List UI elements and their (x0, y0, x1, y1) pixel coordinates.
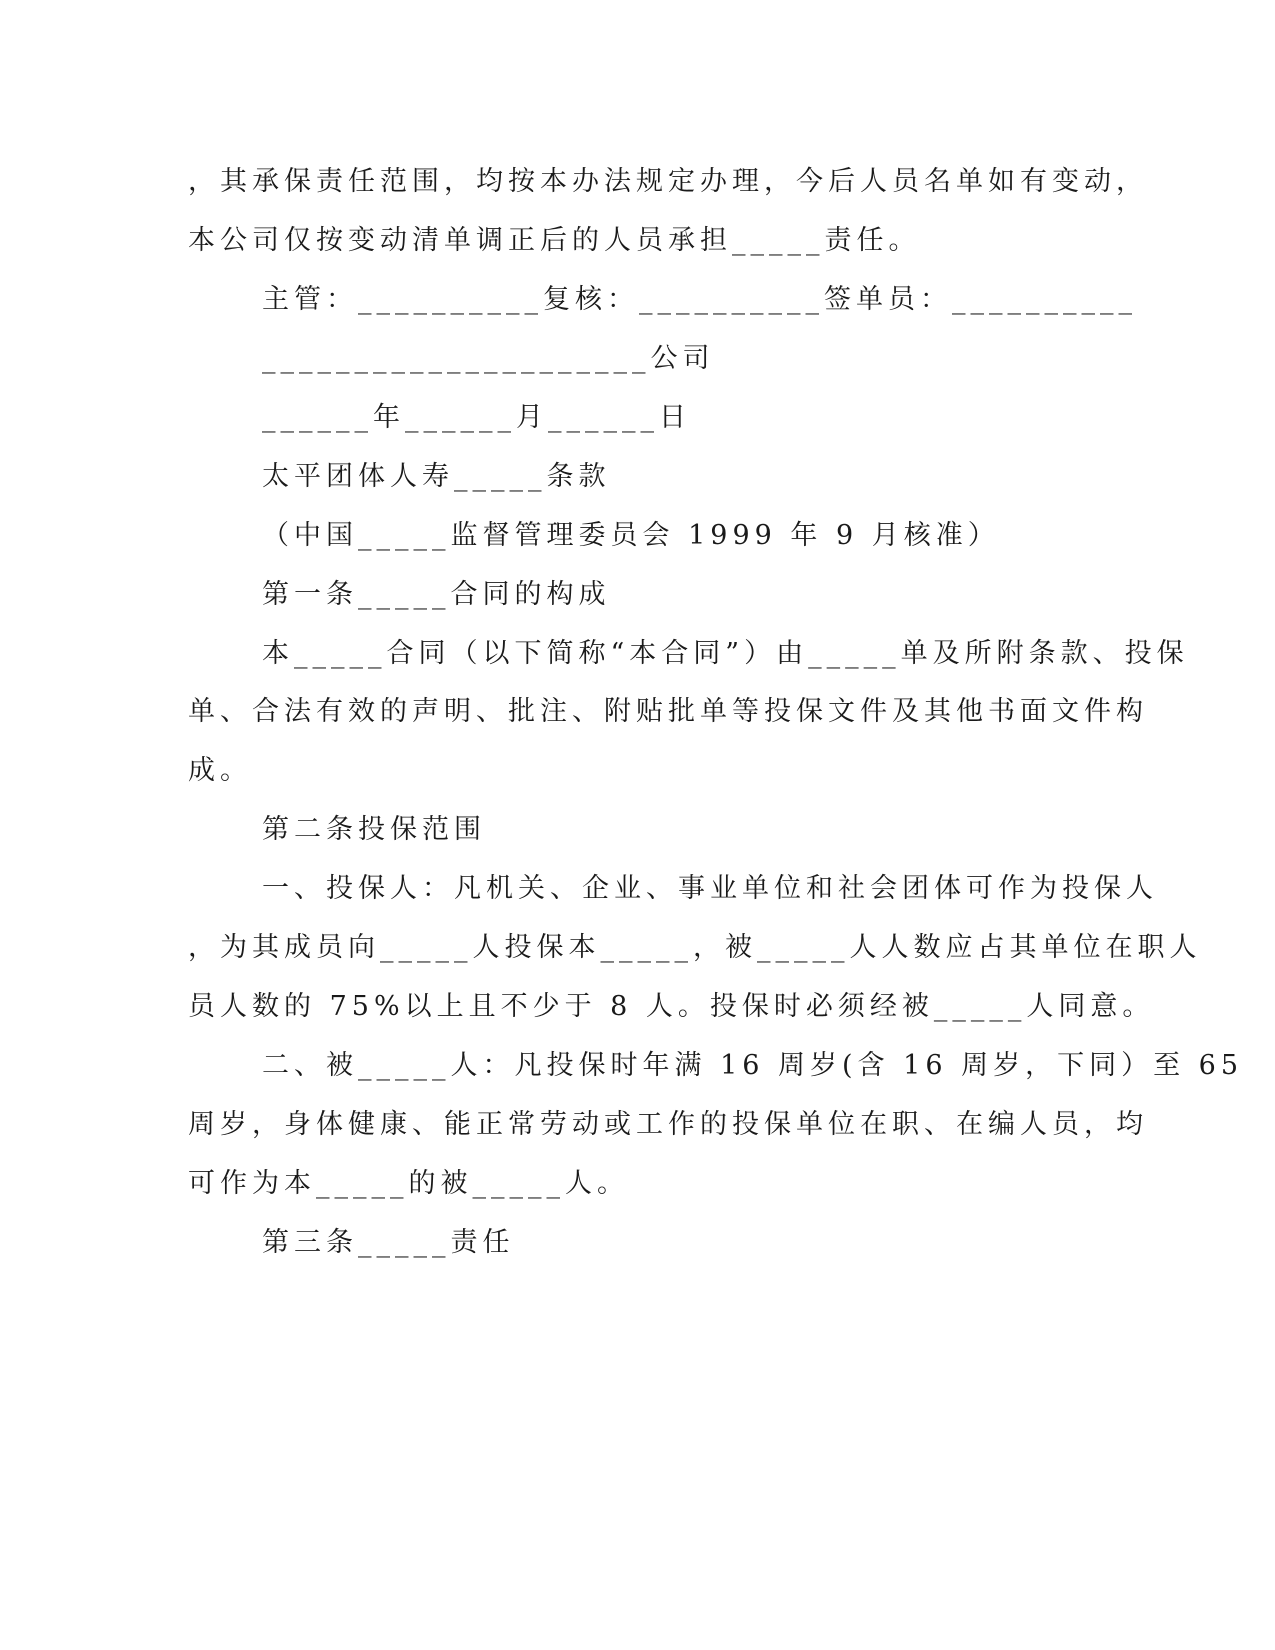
article-2-heading: 第二条投保范围 (262, 814, 486, 845)
text-line-2: 本公司仅按变动清单调正后的人员承担_____责任。 (188, 225, 921, 256)
text-line-1: ，其承保责任范围，均按本办法规定办理，今后人员名单如有变动， (188, 166, 1148, 197)
clause-title: 太平团体人寿_____条款 (262, 461, 611, 492)
article-1-heading: 第一条_____合同的构成 (262, 579, 611, 610)
article-3-heading: 第三条_____责任 (262, 1227, 515, 1258)
article-2-item-1-line-3: 员人数的 75%以上且不少于 8 人。投保时必须经被_____人同意。 (188, 991, 1155, 1022)
article-2-item-2-line-1: 二、被_____人：凡投保时年满 16 周岁(含 16 周岁，下同）至 65 (262, 1050, 1244, 1081)
article-1-body-line-3: 成。 (188, 755, 252, 786)
article-2-item-1-line-2: ，为其成员向_____人投保本_____，被_____人人数应占其单位在职人 (188, 932, 1202, 963)
article-1-body-line-2: 单、合法有效的声明、批注、附贴批单等投保文件及其他书面文件构 (188, 696, 1148, 727)
article-2-item-1-line-1: 一、投保人：凡机关、企业、事业单位和社会团体可作为投保人 (262, 873, 1158, 904)
article-2-item-2-line-3: 可作为本_____的被_____人。 (188, 1168, 629, 1199)
article-2-item-2-line-2: 周岁，身体健康、能正常劳动或工作的投保单位在职、在编人员，均 (188, 1109, 1148, 1140)
approval-note: （中国_____监督管理委员会 1999 年 9 月核准） (262, 520, 1000, 551)
company-line: _____________________公司 (262, 343, 715, 374)
signature-line: 主管：__________复核：__________签单员：__________ (262, 284, 1137, 315)
article-1-body-line-1: 本_____合同（以下简称“本合同”）由_____单及所附条款、投保 (262, 638, 1189, 669)
date-line: ______年______月______日 (262, 402, 691, 433)
